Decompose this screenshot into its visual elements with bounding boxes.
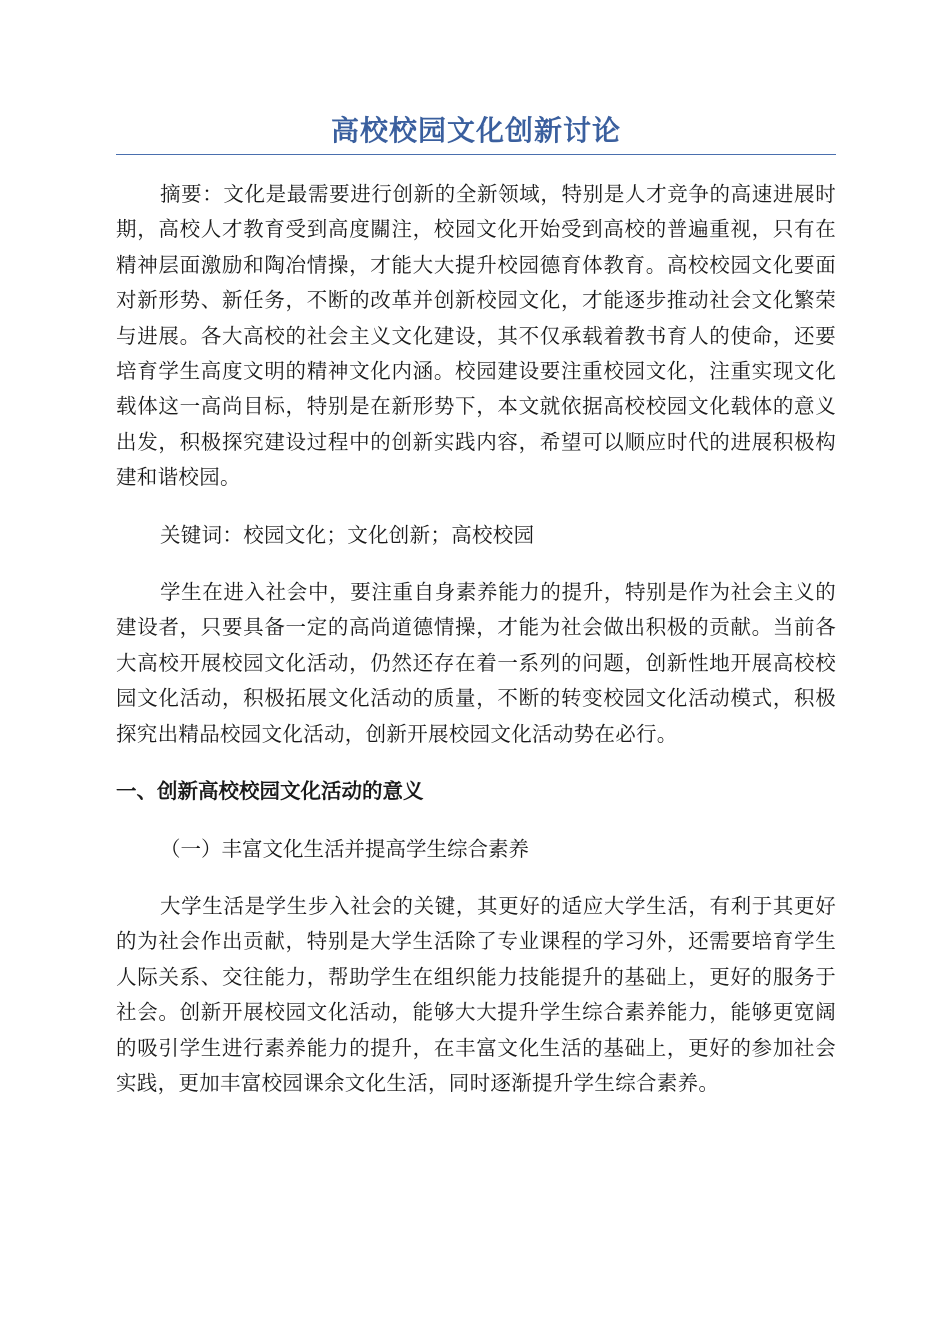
subsection-heading-1: （一）丰富文化生活并提高学生综合素养: [160, 836, 529, 861]
subsection-1-paragraph: 大学生活是学生步入社会的关键，其更好的适应大学生活，有利于其更好的为社会作出贡献，特别是大学生活除了专业课程的学习外，还需要培育学生人际关系、交往能力，帮助学生在组织能力技能提升的基础上，更好的服务于社会。创新开展校园文化活动，能够大大提升学生综合素养能力，能够更宽阔的吸引学生进行素养能力的提升，在丰富文化生活的基础上，更好的参加社会实践，更加丰富校园课余文化生活，同时逐渐提升学生综合素养。: [116, 893, 836, 1095]
document-page: [116, 108, 836, 1123]
abstract-paragraph: 摘要：文化是最需要进行创新的全新领域，特别是人才竞争的高速进展时期，高校人才教育受到高度關注，校园文化开始受到高校的普遍重视，只有在精神层面激励和陶冶情操，才能大大提升校园德育体教育。高校校园文化要面对新形势、新任务，不断的改革并创新校园文化，才能逐步推动社会文化繁荣与进展。各大高校的社会主义文化建设，其不仅承载着教书育人的使命，还要培育学生高度文明的精神文化内涵。校园建设要注重校园文化，注重实现文化载体这一高尚目标，特别是在新形势下，本文就依据高校校园文化载体的意义出发，积极探究建设过程中的创新实践内容，希望可以顺应时代的进展积极构建和谐校园。: [116, 182, 836, 490]
section-heading-1: 一、创新高校校园文化活动的意义: [116, 779, 424, 804]
document-title: 高校校园文化创新讨论: [330, 114, 621, 147]
intro-paragraph: 学生在进入社会中，要注重自身素养能力的提升，特别是作为社会主义的建设者，只要具备一定的高尚道德情操，才能为社会做出积极的贡献。当前各大高校开展校园文化活动，仍然还存在着一系列的问题，创新性地开展高校校园文化活动，积极拓展文化活动的质量，不断的转变校园文化活动模式，积极探究出精品校园文化活动，创新开展校园文化活动势在必行。: [116, 580, 836, 746]
title-underline: [116, 154, 836, 155]
keywords-paragraph: 关键词：校园文化；文化创新；高校校园: [160, 522, 535, 547]
